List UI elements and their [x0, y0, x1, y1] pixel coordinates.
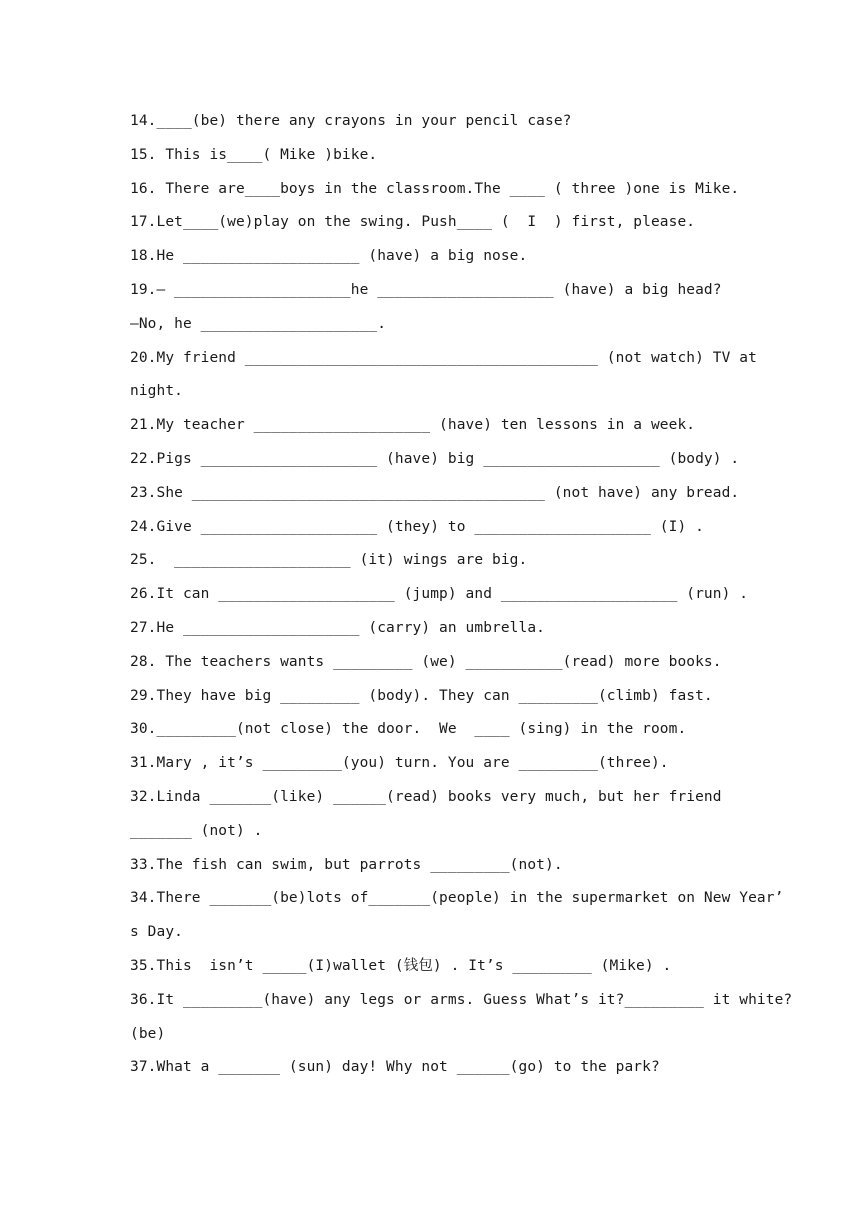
question-18: 18.He ____________________ (have) a big nose.	[130, 248, 528, 265]
question-31: 31.Mary , it’s _________(you) turn. You are _________(three).	[130, 755, 669, 772]
question-29: 29.They have big _________ (body). They can _________(climb) fast.	[130, 687, 713, 704]
question-25: 25. ____________________ (it) wings are big.	[130, 552, 528, 569]
question-16: 16. There are____boys in the classroom.The ____ ( three )one is Mike.	[130, 180, 740, 197]
question-19-answer: —No, he ____________________.	[130, 315, 387, 332]
question-24: 24.Give ____________________ (they) to ____________________ (I) .	[130, 518, 704, 535]
question-21: 21.My teacher ____________________ (have) ten lessons in a week.	[130, 417, 696, 434]
question-37: 37.What a _______ (sun) day! Why not ______(go) to the park?	[130, 1059, 660, 1076]
question-28: 28. The teachers wants _________ (we) ___________(read) more books.	[130, 653, 722, 670]
question-30: 30._________(not close) the door. We ____ (sing) in the room.	[130, 721, 687, 738]
question-32-continued: _______ (not) .	[130, 822, 263, 839]
question-36: 36.It _________(have) any legs or arms. Guess What’s it?_________ it white?	[130, 991, 793, 1008]
question-17: 17.Let____(we)play on the swing. Push____ ( I ) first, please.	[130, 214, 696, 231]
question-34: 34.There _______(be)lots of_______(people) in the supermarket on New Year’	[130, 890, 784, 907]
question-33: 33.The fish can swim, but parrots _________(not).	[130, 856, 563, 873]
question-32: 32.Linda _______(like) ______(read) books very much, but her friend	[130, 788, 722, 805]
question-20: 20.My friend ________________________________________ (not watch) TV at	[130, 349, 757, 366]
worksheet-body	[130, 108, 793, 1088]
question-19: 19.— ____________________he ____________________ (have) a big head?	[130, 281, 722, 298]
question-27: 27.He ____________________ (carry) an umbrella.	[130, 619, 545, 636]
question-34-continued: s Day.	[130, 924, 183, 941]
question-20-continued: night.	[130, 383, 183, 400]
question-23: 23.She ________________________________________ (not have) any bread.	[130, 484, 740, 501]
question-26: 26.It can ____________________ (jump) and ____________________ (run) .	[130, 586, 749, 603]
question-36-continued: (be)	[130, 1025, 166, 1042]
question-22: 22.Pigs ____________________ (have) big ____________________ (body) .	[130, 450, 740, 467]
question-35: 35.This isn’t _____(I)wallet (钱包) . It’s _________ (Mike) .	[130, 957, 672, 974]
question-14: 14.____(be) there any crayons in your pencil case?	[130, 113, 572, 129]
question-15: 15. This is____( Mike )bike.	[130, 146, 378, 163]
